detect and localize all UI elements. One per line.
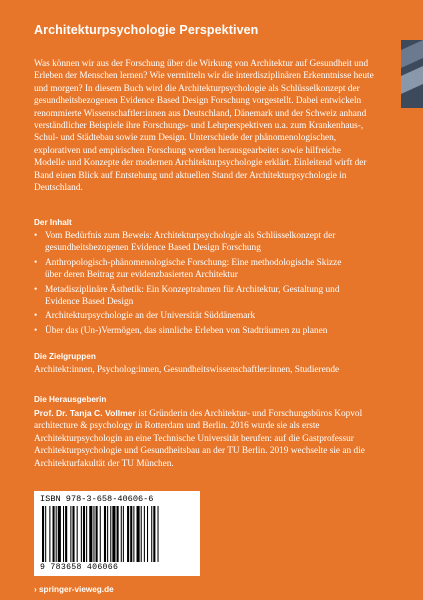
barcode-bar xyxy=(53,506,55,562)
barcode-bar xyxy=(104,506,106,562)
barcode-bar xyxy=(58,506,61,562)
barcode-bar xyxy=(127,506,129,562)
barcode-bar xyxy=(144,506,145,562)
publisher-url: › springer-vieweg.de xyxy=(34,585,114,594)
barcode-bar xyxy=(141,506,142,562)
list-item: • Architekturpsychologie an der Universität Süddänemark xyxy=(34,310,354,322)
barcode-bar xyxy=(158,506,159,562)
barcode-bar xyxy=(96,506,98,562)
editor-bio xyxy=(34,407,379,470)
list-item: • Metadisziplinäre Ästhetik: Ein Konzeptrahmen für Architektur, Gestaltung und Evidence Based Design xyxy=(34,284,354,309)
cover-title: Architekturpsychologie Perspektiven xyxy=(34,23,259,37)
barcode-bar xyxy=(147,506,148,562)
barcode-bar xyxy=(123,506,124,562)
publisher-logo-stripe xyxy=(401,40,423,108)
barcode-bar xyxy=(100,506,101,562)
intro-paragraph: Was können wir aus der Forschung über die Wirkung von Architektur auf Gesundheit und Erleben der Menschen lernen? Wie vermitteln wir die interdisziplinären Erkenntnisse heute und morgen? In diesem Buch wird die Architekturpsychologie als Schlüsselkonzept der gesundheitsbezogenen Evidence Based Design Forschung vorgestellt. Dabei entwickeln renommierte Wissenschaftler:innen aus Deutschland, Dänemark und der Schweiz anhand verständlicher Beispiele ihre Forschungs- und Lehrperspektiven u.a. zum Krankenhaus-, Schul- und Städtebau sowie zum Design. Unterschiede der phänomenologischen, explorativen und empirischen Forschung werden herausgearbeitet sowie hilfreiche Modelle und Konzepte der modernen Architekturpsychologie erklärt. Einleitend wirft der Band einen Blick auf Entstehung und aktuellen Stand der Architekturpsychologie in Deutschland. xyxy=(34,59,374,194)
barcode-bar xyxy=(117,506,119,562)
barcode-bar xyxy=(63,506,64,562)
barcode-bar xyxy=(49,506,50,562)
barcode-bar xyxy=(45,506,46,562)
list-item: • Vom Bedürfnis zum Beweis: Architekturpsychologie als Schlüsselkonzept der gesundheitsbezogenen Evidence Based Design Forschung xyxy=(34,230,354,255)
barcode-bars xyxy=(40,506,194,562)
isbn-text: ISBN 978-3-658-40606-6 xyxy=(40,494,154,504)
barcode-bar xyxy=(65,506,67,562)
barcode-bar xyxy=(81,506,82,562)
contents-heading: Der Inhalt xyxy=(34,218,72,227)
barcode-bar xyxy=(86,506,87,562)
barcode-bar xyxy=(56,506,57,562)
barcode-bar xyxy=(137,506,140,562)
barcode-bar xyxy=(77,506,78,562)
barcode-bar xyxy=(153,506,155,562)
barcode-bar xyxy=(110,506,111,562)
barcode-bar xyxy=(70,506,71,562)
list-item: • Über das (Un-)Vermögen, das sinnliche Erleben von Stadträumen zu planen xyxy=(34,325,354,337)
list-item: • Anthropologisch-phänomenologische Forschung: Eine methodologische Skizze über deren Beitrag zur evidenzbasierten Architektur xyxy=(34,257,354,282)
barcode-bar xyxy=(133,506,134,562)
isbn-barcode xyxy=(34,491,200,576)
target-groups-heading: Die Zielgruppen xyxy=(34,352,96,361)
barcode-bar xyxy=(72,506,74,562)
barcode-bar xyxy=(130,506,132,562)
barcode-bar xyxy=(107,506,108,562)
barcode-bar xyxy=(42,506,44,562)
editor-bio-text: ist Gründerin des Architektur- und Forschungsbüros Kopvol architecture & psychology in Rotterdam und Berlin. 2016 wurde sie als erste Architekturpsychologin an eine Technische Universität berufen: auf die Gastprofessur Architekturpsychologie und Gesundheitsbau an der TU Berlin. 2019 wechselte sie an die Architekturfakultät der TU München. xyxy=(34,409,365,469)
barcode-bar xyxy=(121,506,122,562)
barcode-digits: 9 783658 406066 xyxy=(40,563,119,572)
barcode-bar xyxy=(151,506,152,562)
barcode-bar xyxy=(93,506,94,562)
editor-name: Prof. Dr. Tanja C. Vollmer xyxy=(34,408,136,418)
barcode-bar xyxy=(83,506,85,562)
barcode-bar xyxy=(112,506,115,562)
contents-list xyxy=(34,230,354,339)
target-groups-text: Architekt:innen, Psycholog:innen, Gesundheitswissenschaftler:innen, Studierende xyxy=(34,365,340,375)
barcode-bar xyxy=(89,506,92,562)
editor-heading: Die Herausgeberin xyxy=(34,395,107,404)
